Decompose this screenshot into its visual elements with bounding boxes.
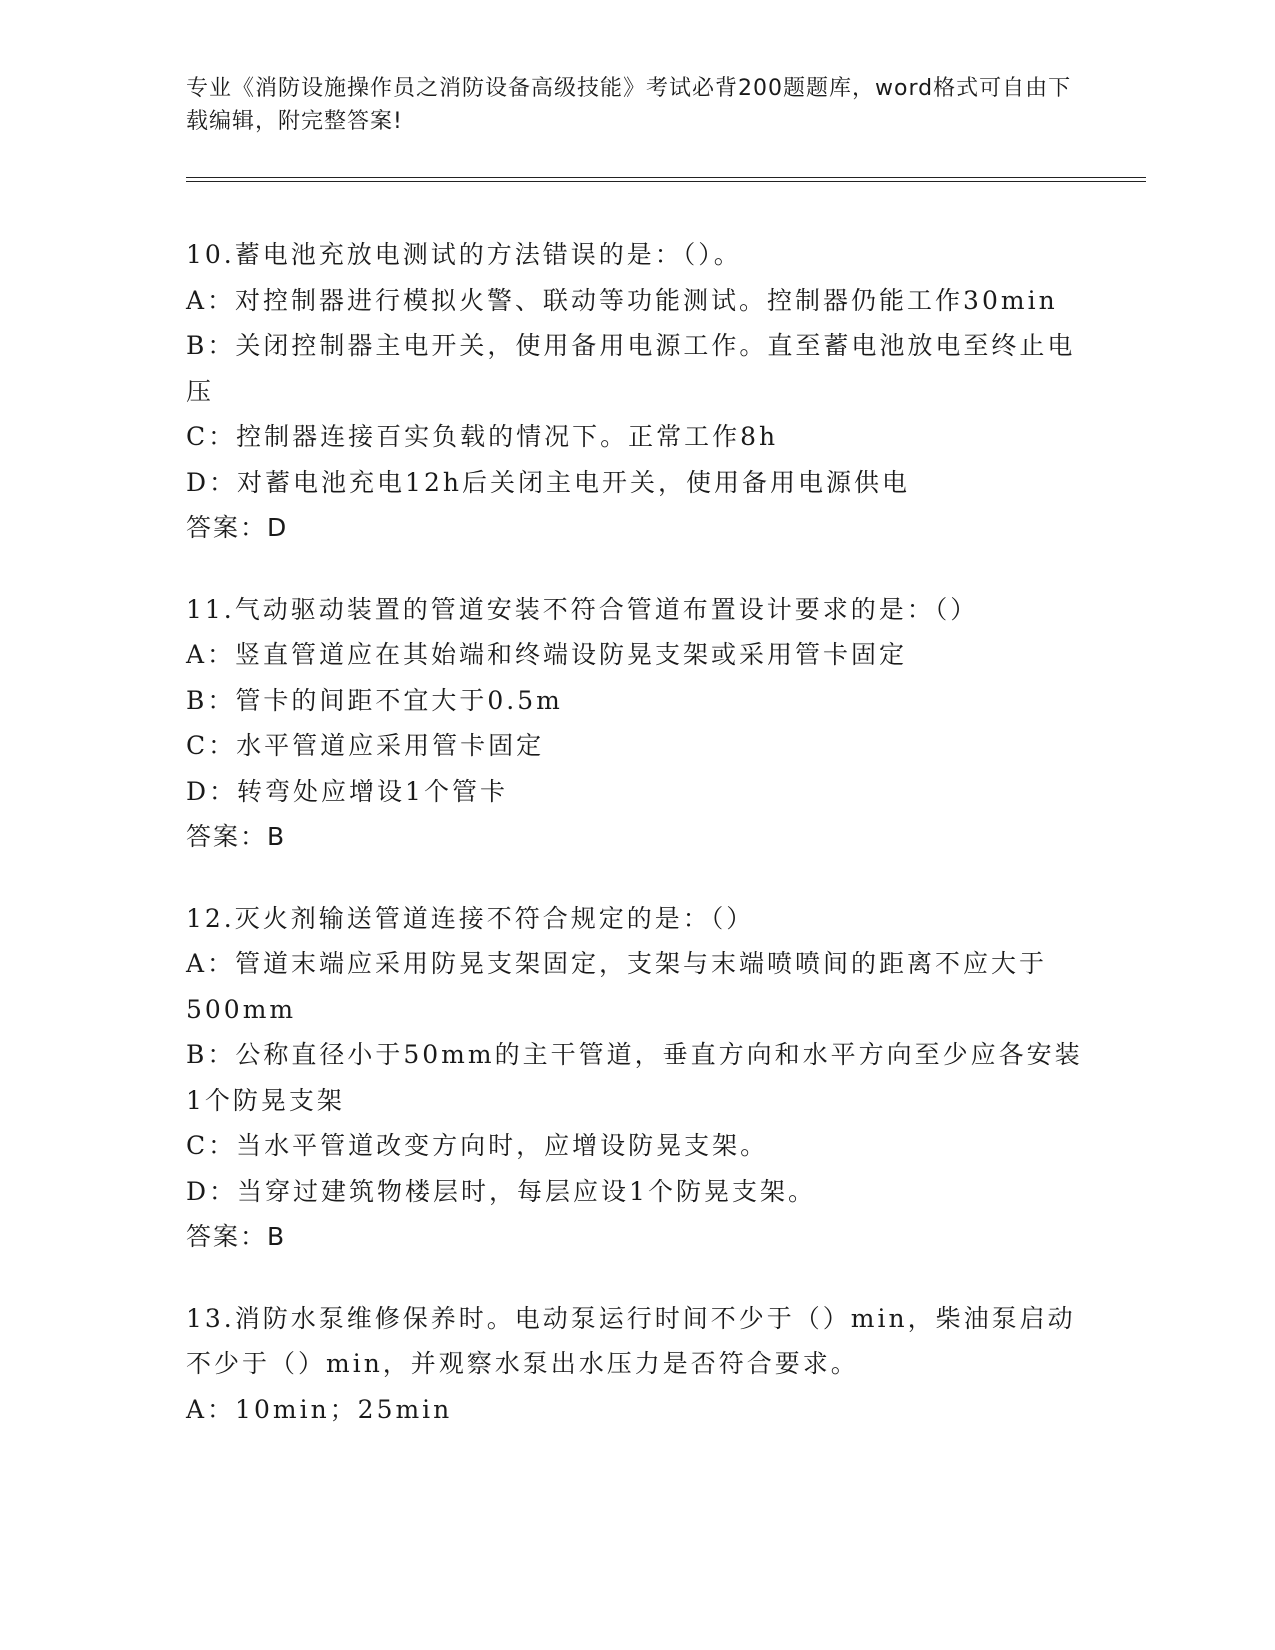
question-12 [186,896,1086,1260]
option-b: B：公称直径小于50mm的主干管道，垂直方向和水平方向至少应各安装1个防晃支架 [186,1040,1083,1115]
document-header [186,72,1086,138]
option-a: A：对控制器进行模拟火警、联动等功能测试。控制器仍能工作30min [186,285,1058,315]
question-stem: 11.气动驱动装置的管道安装不符合管道布置设计要求的是：（） [186,594,979,624]
option-c: C：当水平管道改变方向时，应增设防晃支架。 [186,1131,769,1160]
option-a: A：竖直管道应在其始端和终端设防晃支架或采用管卡固定 [186,640,908,669]
question-stem: 12.灭火剂输送管道连接不符合规定的是：（） [186,903,755,933]
option-c: C：控制器连接百实负载的情况下。正常工作8h [186,422,779,451]
question-13 [186,1296,1086,1433]
header-divider-top [186,177,1146,178]
question-list [186,232,1086,1468]
option-a: A：管道末端应采用防晃支架固定，支架与末端喷喷间的距离不应大于500mm [186,949,1048,1024]
answer-label: 答案：B [186,822,287,851]
option-d: D：当穿过建筑物楼层时，每层应设1个防晃支架。 [186,1176,816,1206]
option-c: C：水平管道应采用管卡固定 [186,731,545,760]
option-d: D：转弯处应增设1个管卡 [186,776,508,806]
option-d: D：对蓄电池充电12h后关闭主电开关，使用备用电源供电 [186,467,910,497]
question-10 [186,232,1086,551]
question-stem: 13.消防水泵维修保养时。电动泵运行时间不少于（）min，柴油泵启动不少于（）min，并观察水泵出水压力是否符合要求。 [186,1303,1076,1378]
option-b: B：关闭控制器主电开关，使用备用电源工作。直至蓄电池放电至终止电压 [186,331,1076,406]
answer-label: 答案：D [186,513,289,542]
option-b: B：管卡的间距不宜大于0.5m [186,685,563,715]
question-stem: 10.蓄电池充放电测试的方法错误的是：（）。 [186,240,742,269]
question-11 [186,587,1086,860]
option-a: A：10min；25min [186,1394,453,1424]
answer-label: 答案：B [186,1222,287,1251]
header-intro-text: 专业《消防设施操作员之消防设备高级技能》考试必背200题题库，word格式可自由下载编辑，附完整答案! [186,76,1072,134]
header-divider-bottom [186,181,1146,182]
